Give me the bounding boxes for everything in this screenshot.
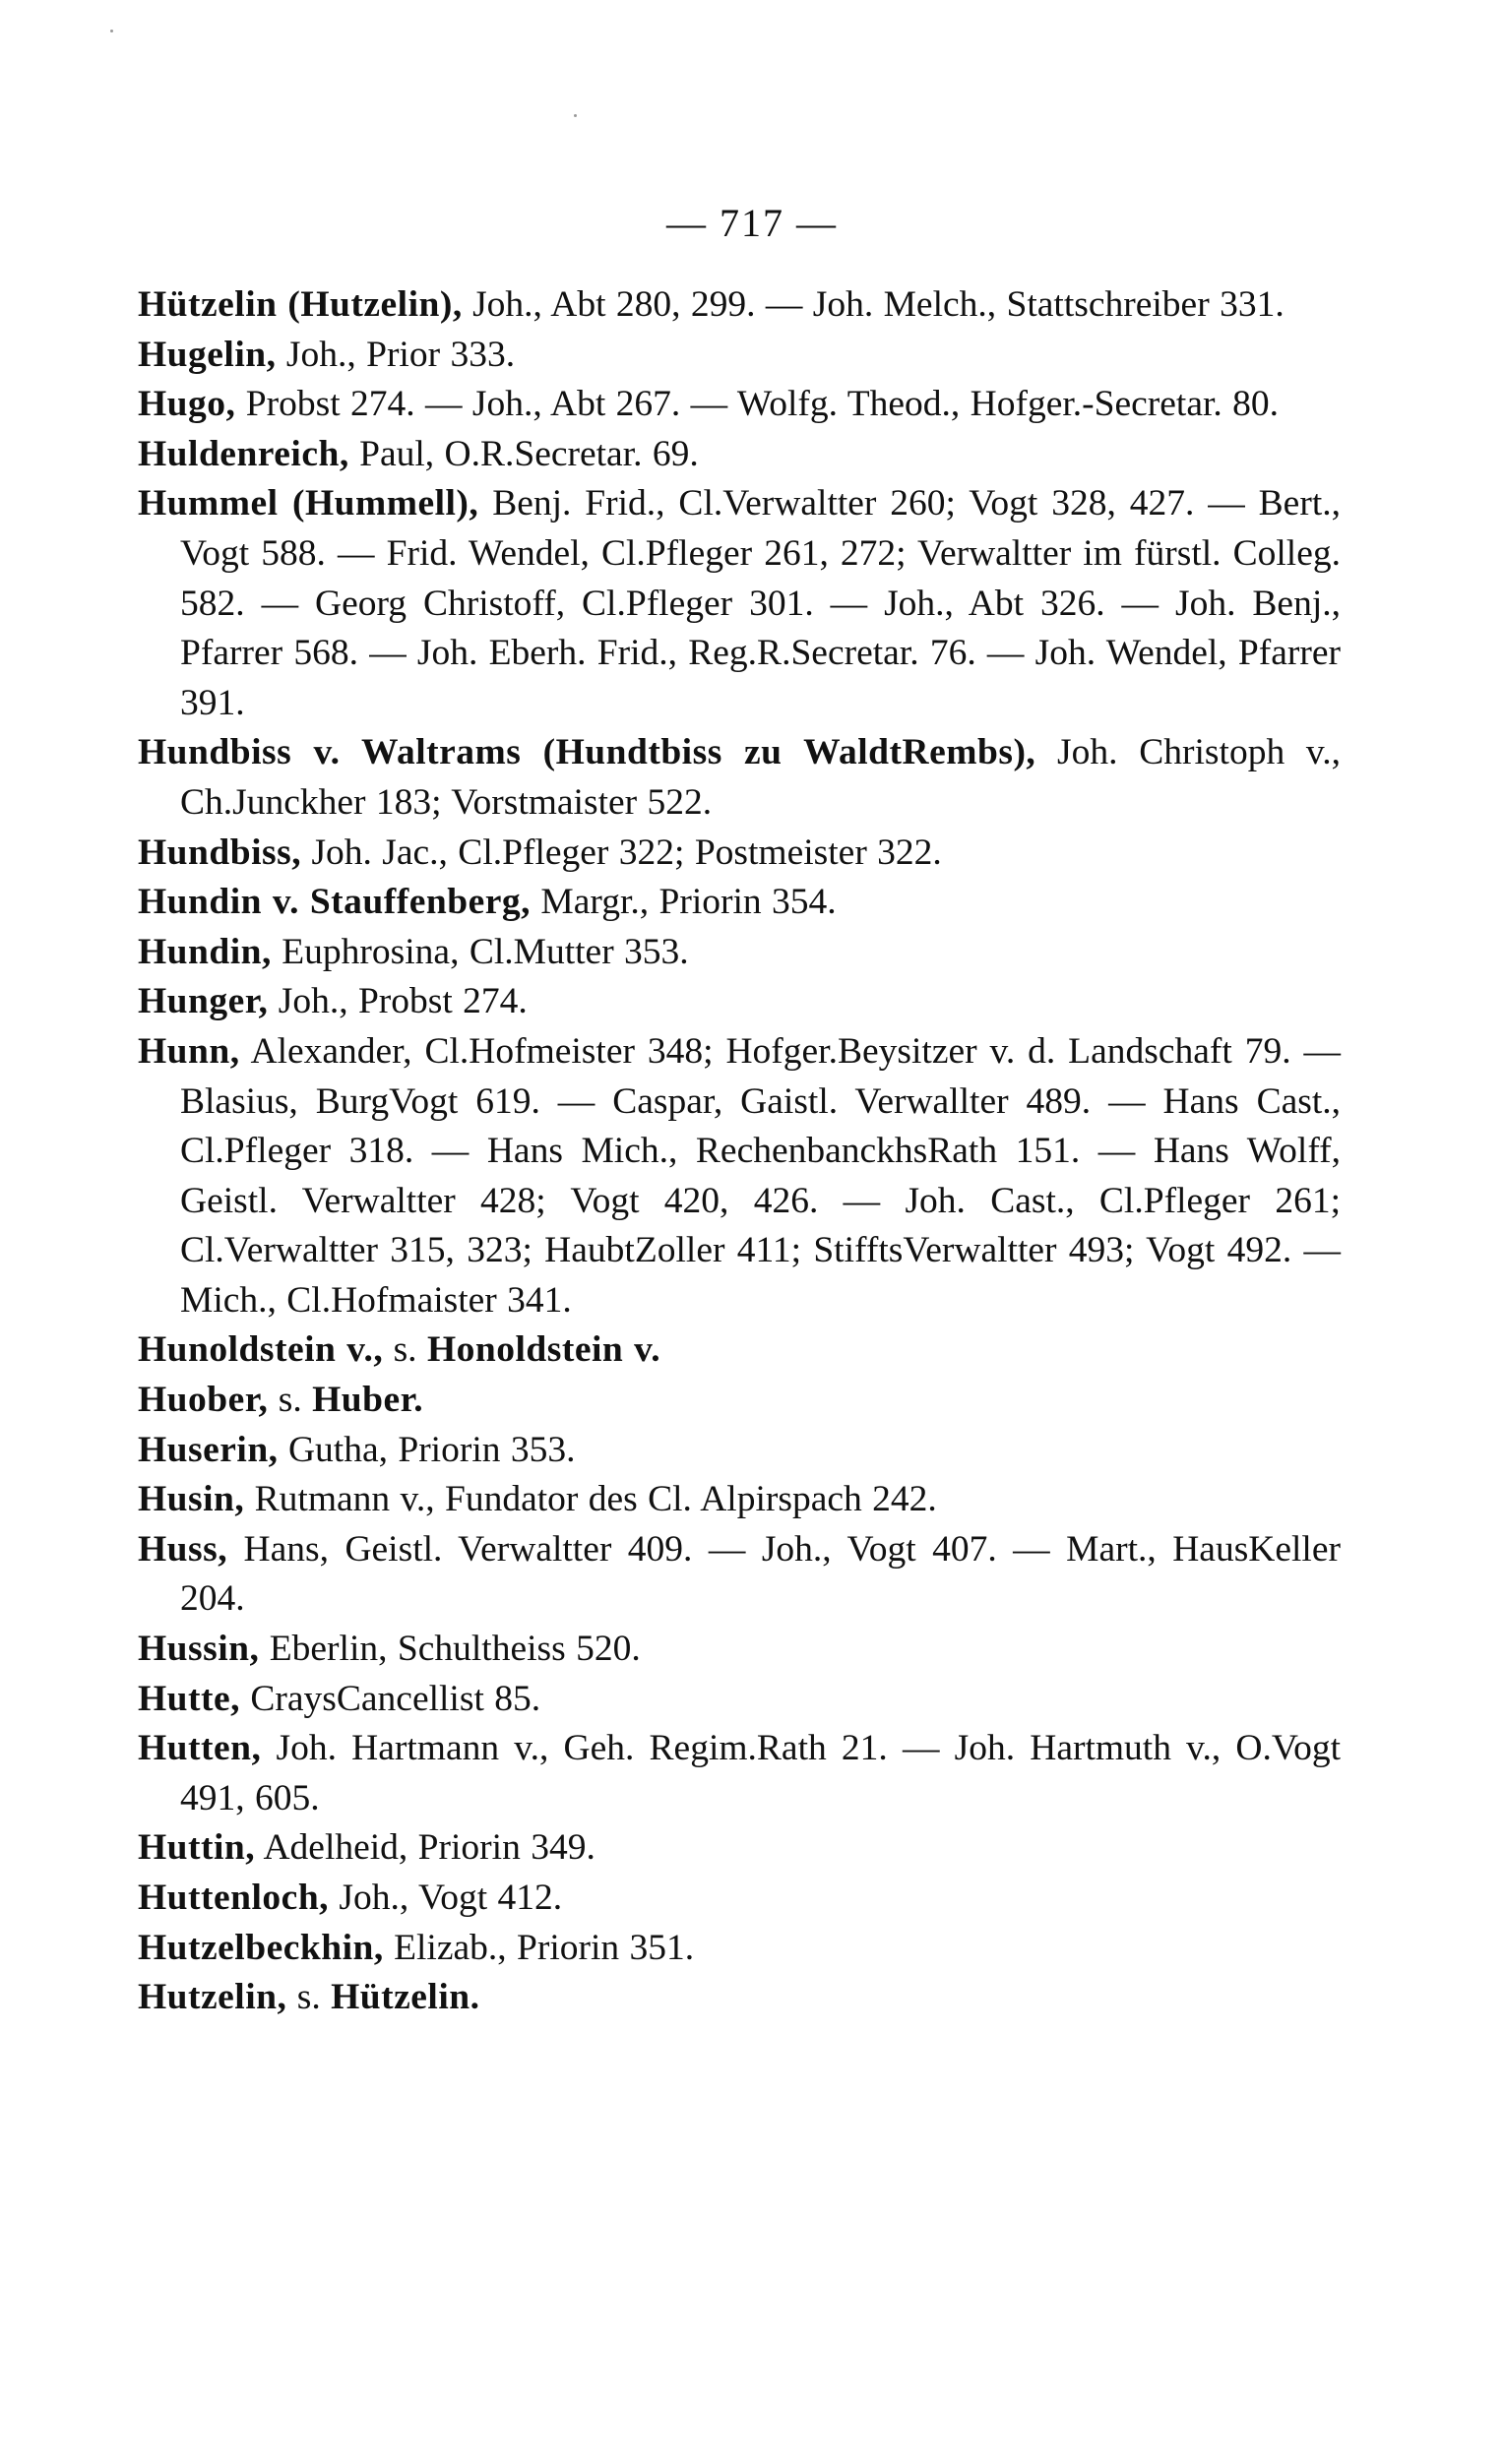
index-entry	[138, 1874, 1341, 1924]
index-entry	[138, 977, 1341, 1027]
entry-text: Gutha, Priorin 353.	[278, 1429, 576, 1470]
index-entry	[138, 1724, 1341, 1823]
entry-text: Joh., Prior 333.	[276, 334, 516, 375]
entry-text: Joh. Hartmann v., Geh. Regim.Rath 21. — Joh. Hartmuth v., O.Vogt 491, 605.	[180, 1728, 1341, 1818]
entry-headword: Hutte,	[138, 1678, 241, 1719]
index-entry	[138, 1675, 1341, 1725]
entry-headword: Hutten,	[138, 1728, 262, 1769]
index-entry	[138, 1924, 1341, 1974]
entry-headword: Hugo,	[138, 384, 236, 425]
paper-speck	[110, 30, 113, 32]
entry-headword: Huober,	[138, 1380, 269, 1421]
entry-headword: Hutzelin,	[138, 1977, 287, 2018]
entry-headword: Husin,	[138, 1479, 245, 1520]
entry-headword: Huldenreich,	[138, 433, 349, 474]
entry-text: Joh., Probst 274.	[268, 981, 528, 1022]
entry-text: Joh. Jac., Cl.Pfleger 322; Postmeister 322.	[301, 832, 942, 873]
entry-text: Hans, Geistl. Verwaltter 409. — Joh., Vogt 407. — Mart., HausKeller 204.	[180, 1528, 1341, 1620]
entry-headword: Huserin,	[138, 1429, 279, 1470]
index-entry	[138, 928, 1341, 978]
entry-cross-reference: Honoldstein v.	[426, 1329, 661, 1371]
entry-text: Joh., Vogt 412.	[329, 1878, 563, 1918]
index-entry	[138, 331, 1341, 381]
index-entry	[138, 1376, 1341, 1426]
entry-headword: Hunoldstein v.,	[138, 1329, 384, 1371]
entry-text: Joh. Christoph v., Ch.Junckher 183; Vorstmaister 522.	[180, 732, 1341, 823]
index-entry	[138, 1027, 1341, 1326]
entry-headword: Hunn,	[138, 1030, 240, 1072]
entry-headword: Hutzelbeckhin,	[138, 1927, 384, 1968]
paper-speck	[574, 114, 577, 117]
entry-headword: Hundbiss v. Waltrams (Hundtbiss zu WaldtRembs),	[138, 732, 1036, 773]
index-entry	[138, 1973, 1341, 2023]
entry-headword: Hugelin,	[138, 334, 277, 375]
index-entries	[138, 280, 1341, 2023]
entry-text: Benj. Frid., Cl.Verwaltter 260; Vogt 328, 427. — Bert., Vogt 588. — Frid. Wendel, Cl.Pfleger 261, 272; Verwaltter im fürstl. Colleg. 582. — Georg Christoff, Cl.Pfleger 301. — Joh., Abt 326. — Joh. Benj., Pfarrer 568. — Joh. Eberh. Frid., Reg.R.Secretar. 76. — Joh. Wendel, Pfarrer 391.	[180, 483, 1341, 723]
entry-text: Euphrosina, Cl.Mutter 353.	[271, 931, 689, 972]
index-entry	[138, 1426, 1341, 1476]
page-number: — 717 —	[666, 201, 838, 245]
entry-text: s.	[383, 1329, 427, 1371]
entry-text: Alexander, Cl.Hofmeister 348; Hofger.Beysitzer v. d. Landschaft 79. — Blasius, BurgVogt 619. — Caspar, Gaistl. Verwallter 489. — Hans Cast., Cl.Pfleger 318. — Hans Mich., RechenbanckhsRath 151. — Hans Wolff, Geistl. Verwaltter 428; Vogt 420, 426. — Joh. Cast., Cl.Pfleger 261; Cl.Verwaltter 315, 323; HaubtZoller 411; StifftsVerwaltter 493; Vogt 492. — Mich., Cl.Hofmaister 341.	[180, 1030, 1341, 1321]
index-entry	[138, 829, 1341, 879]
entry-cross-reference: Hützelin.	[331, 1977, 480, 2018]
index-entry	[138, 878, 1341, 928]
entry-text: Joh., Abt 280, 299. — Joh. Melch., Stattschreiber 331.	[462, 284, 1285, 325]
index-entry	[138, 479, 1341, 728]
index-entry	[138, 280, 1341, 331]
index-entry	[138, 1823, 1341, 1874]
entry-headword: Huttin,	[138, 1827, 256, 1869]
index-entry	[138, 430, 1341, 480]
index-entry	[138, 728, 1341, 828]
index-entry	[138, 380, 1341, 430]
index-entry	[138, 1325, 1341, 1376]
entry-text: Margr., Priorin 354.	[531, 882, 837, 923]
entry-text: Probst 274. — Joh., Abt 267. — Wolfg. Theod., Hofger.-Secretar. 80.	[235, 384, 1280, 425]
entry-text: Eberlin, Schultheiss 520.	[259, 1629, 641, 1670]
entry-headword: Hunger,	[138, 981, 269, 1022]
entry-headword: Hummel (Hummell),	[138, 483, 479, 524]
entry-text: Elizab., Priorin 351.	[383, 1927, 695, 1968]
entry-headword: Hundin v. Stauffenberg,	[138, 882, 532, 923]
entry-text: Paul, O.R.Secretar. 69.	[348, 433, 699, 474]
entry-cross-reference: Huber.	[312, 1380, 424, 1421]
index-entry	[138, 1525, 1341, 1625]
entry-text: CraysCancellist 85.	[240, 1678, 541, 1719]
index-entry	[138, 1475, 1341, 1525]
entry-headword: Hützelin (Hutzelin),	[138, 284, 463, 325]
entry-text: s.	[268, 1380, 313, 1421]
entry-text: s.	[286, 1977, 332, 2018]
entry-headword: Hundin,	[138, 931, 272, 972]
index-entry	[138, 1625, 1341, 1675]
entry-headword: Hundbiss,	[138, 832, 302, 873]
entry-headword: Huttenloch,	[138, 1878, 330, 1918]
entry-headword: Huss,	[138, 1528, 228, 1570]
entry-text: Adelheid, Priorin 349.	[255, 1827, 595, 1869]
entry-text: Rutmann v., Fundator des Cl. Alpirspach 242.	[244, 1479, 937, 1520]
entry-headword: Hussin,	[138, 1629, 260, 1670]
